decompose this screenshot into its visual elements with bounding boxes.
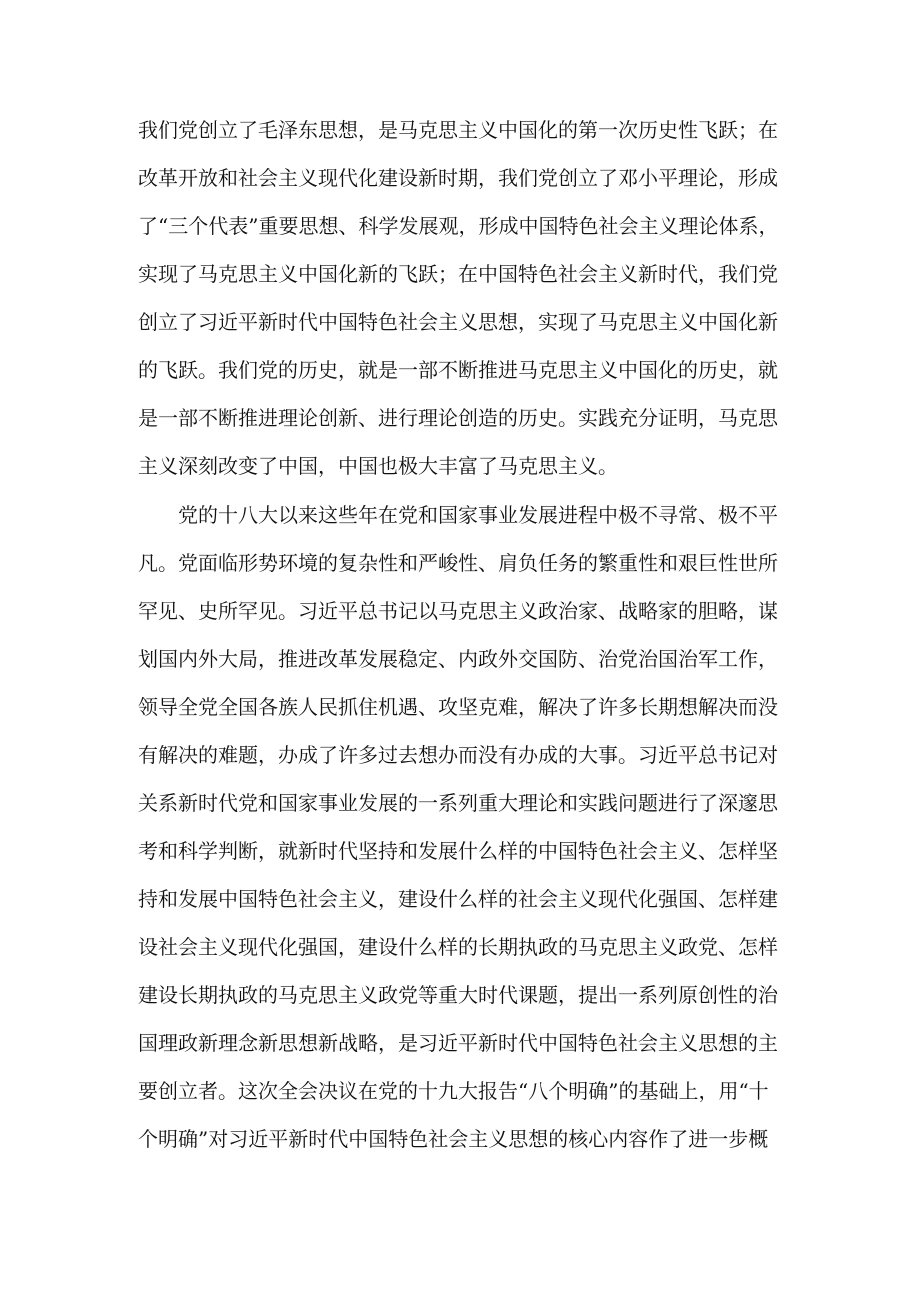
paragraph-line: 要创立者。这次全会决议在党的十九大报告“八个明确”的基础上，用“十 bbox=[138, 1079, 769, 1103]
paragraph-line: 有解决的难题，办成了许多过去想办而没有办成的大事。习近平总书记对 bbox=[138, 743, 778, 767]
paragraph-line: 罕见、史所罕见。习近平总书记以马克思主义政治家、战略家的胆略，谋 bbox=[138, 599, 778, 623]
paragraph-line: 创立了习近平新时代中国特色社会主义思想，实现了马克思主义中国化新 bbox=[138, 310, 778, 334]
paragraph-line: 实现了马克思主义中国化新的飞跃；在中国特色社会主义新时代，我们党 bbox=[138, 262, 778, 286]
paragraph-line: 领导全党全国各族人民抓住机遇、攻坚克难，解决了许多长期想解决而没 bbox=[138, 695, 778, 719]
paragraph-line: 的飞跃。我们党的历史，就是一部不断推进马克思主义中国化的历史，就 bbox=[138, 358, 778, 382]
paragraph-line: 考和科学判断，就新时代坚持和发展什么样的中国特色社会主义、怎样坚 bbox=[138, 839, 778, 863]
paragraph-line: 党的十八大以来这些年在党和国家事业发展进程中极不寻常、极不平 bbox=[178, 503, 778, 527]
paragraph-line: 建设长期执政的马克思主义政党等重大时代课题，提出一系列原创性的治 bbox=[138, 983, 778, 1007]
paragraph-line: 了“三个代表”重要思想、科学发展观，形成中国特色社会主义理论体系， bbox=[138, 214, 779, 238]
paragraph-line: 个明确”对习近平新时代中国特色社会主义思想的核心内容作了进一步概 bbox=[138, 1127, 769, 1151]
paragraph-line: 主义深刻改变了中国，中国也极大丰富了马克思主义。 bbox=[138, 454, 618, 478]
paragraph-line: 我们党创立了毛泽东思想，是马克思主义中国化的第一次历史性飞跃；在 bbox=[138, 118, 778, 142]
paragraph-line: 设社会主义现代化强国，建设什么样的长期执政的马克思主义政党、怎样 bbox=[138, 935, 778, 959]
paragraph-line: 关系新时代党和国家事业发展的一系列重大理论和实践问题进行了深邃思 bbox=[138, 791, 778, 815]
paragraph-line: 划国内外大局，推进改革发展稳定、内政外交国防、治党治国治军工作， bbox=[138, 647, 778, 671]
paragraph-line: 国理政新理念新思想新战略，是习近平新时代中国特色社会主义思想的主 bbox=[138, 1031, 778, 1055]
paragraph-line: 持和发展中国特色社会主义，建设什么样的社会主义现代化强国、怎样建 bbox=[138, 887, 778, 911]
paragraph-line: 凡。党面临形势环境的复杂性和严峻性、肩负任务的繁重性和艰巨性世所 bbox=[138, 551, 778, 575]
paragraph-line: 是一部不断推进理论创新、进行理论创造的历史。实践充分证明，马克思 bbox=[138, 406, 778, 430]
paragraph-line: 改革开放和社会主义现代化建设新时期，我们党创立了邓小平理论，形成 bbox=[138, 166, 778, 190]
